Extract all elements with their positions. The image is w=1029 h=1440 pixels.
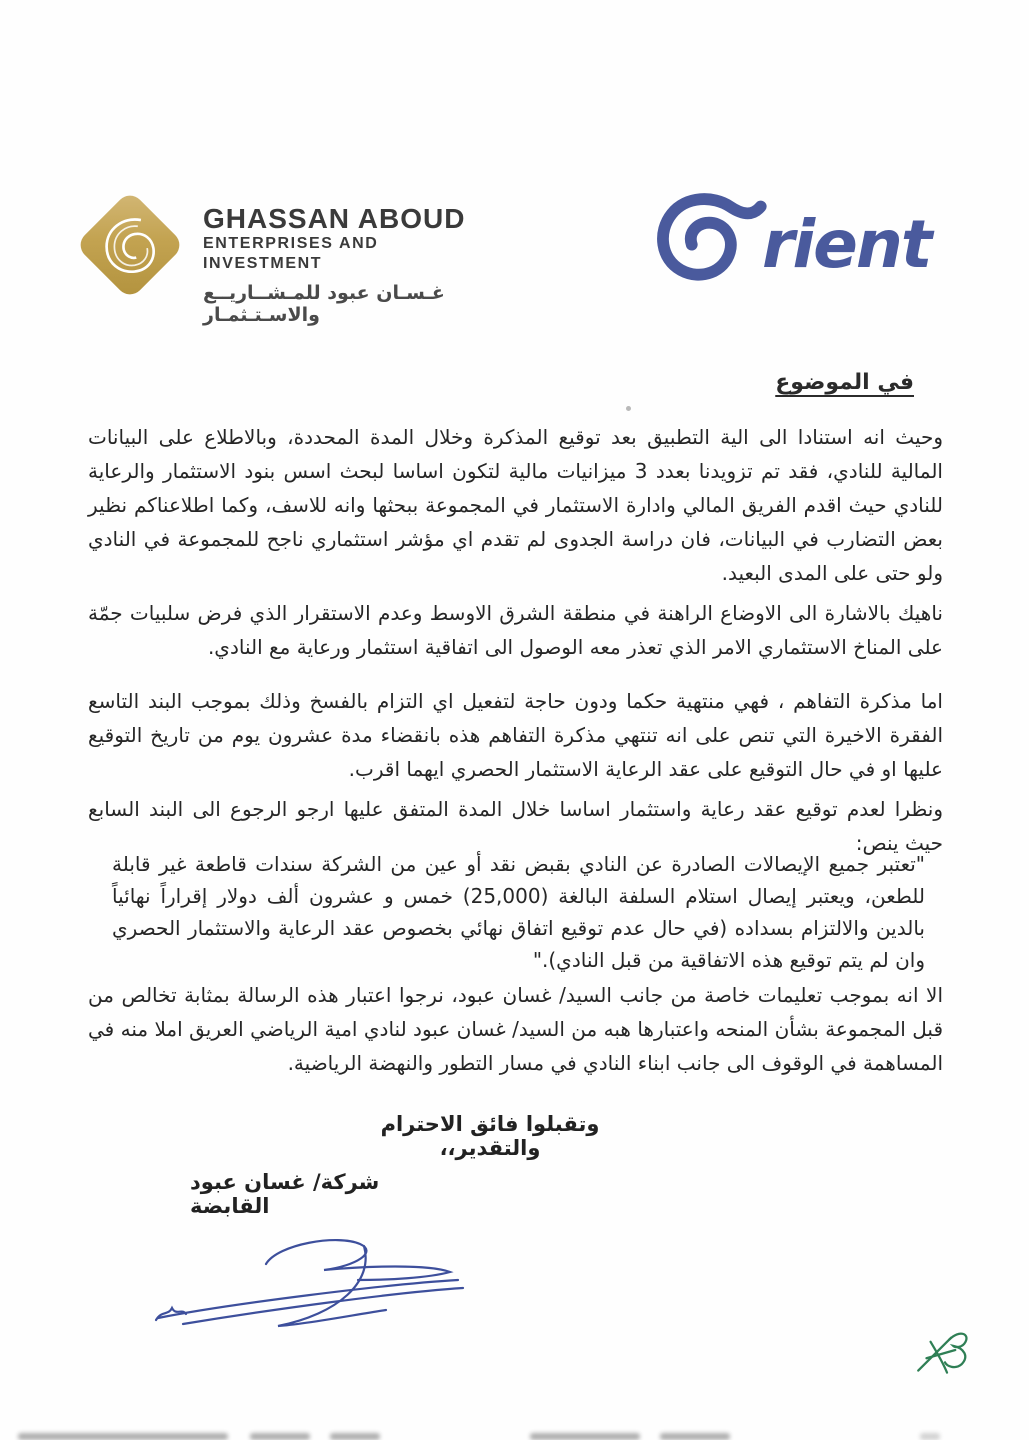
ghassan-diamond-logo-icon xyxy=(75,190,185,300)
scan-edge-artifact xyxy=(330,1433,380,1440)
scan-edge-artifact xyxy=(660,1433,730,1440)
scan-edge-artifact xyxy=(18,1433,228,1440)
orient-swirl-icon xyxy=(650,180,768,292)
scan-edge-artifact xyxy=(920,1433,940,1440)
letter-quote-clause: "تعتبر جميع الإيصالات الصادرة عن النادي بقبض نقد أو عين من الشركة سندات قاطعة غير قابلة للطعن، ويعتبر إيصال استلام السلفة البالغة (25,000) خمس و عشرون ألف دولار إقراراً نهائياً بالدين والالتزام بسداده (في حال عدم توقيع اتفاق نهائي بخصوص عقد الرعاية والاستثمار الحصري وان لم يتم توقيع هذه الاتفاقية من قبل النادي)." xyxy=(112,852,925,972)
ghassan-aboud-logo xyxy=(75,190,475,326)
signer-name: شركة/ غسان عبود القابضة xyxy=(190,1170,380,1218)
letter-paragraph-4: ونظرا لعدم توقيع عقد رعاية واستثمار اساسا خلال المدة المتفق عليها ارجو الرجوع الى البند السابع حيث ينص: xyxy=(88,797,943,855)
letter-paragraph-3: اما مذكرة التفاهم ، فهي منتهية حكما ودون حاجة لتفعيل اي التزام بالفسخ وذلك بموجب البند التاسع الفقرة الاخيرة التي تنص على انه تنتهي مذكرة التفاهم هذه بانقضاء مدة عشرون يوم من تاريخ التوقيع عليها او في حال التوقيع على عقد الرعاية الاستثمار الحصري ايهما اقرب. xyxy=(88,689,943,781)
letter-paragraph-1: وحيث انه استنادا الى الية التطبيق بعد توقيع المذكرة وخلال المدة المحددة، وبالاطلاع على البيانات المالية للنادي، فقد تم تزويدنا بعدد 3 ميزانيات مالية لتكون اساسا لبحث اسس بنود الاستثمار والرعاية للنادي حيث اقدم الفريق المالي وادارة الاستثمار في المجموعة ببحثها وانه للاسف، وكما اطلاعناكم نظير بعض التضارب في البيانات، فان دراسة الجدوى لم تقدم اي مؤشر استثماري ناجح للمجموعة في النادي ولو حتى على المدى البعيد. xyxy=(88,425,943,585)
ghassan-logo-name: GHASSAN ABOUD xyxy=(203,203,466,234)
ghassan-logo-text xyxy=(203,204,473,326)
signature-ink xyxy=(128,1222,483,1334)
scan-edge-artifact xyxy=(530,1433,640,1440)
scan-dot-artifact xyxy=(626,406,631,411)
green-initial-mark xyxy=(910,1318,982,1382)
g-maze-glyph xyxy=(91,206,169,284)
subject-heading: في الموضوع xyxy=(775,370,914,395)
ghassan-logo-subtitle: ENTERPRISES AND INVESTMENT xyxy=(203,235,379,272)
ghassan-logo-arabic: غـسـان عبود للمـشــاريــع والاسـتـثمـار xyxy=(203,282,445,326)
orient-logo xyxy=(650,172,980,292)
scan-edge-artifact xyxy=(250,1433,310,1440)
letter-paragraph-5: الا انه بموجب تعليمات خاصة من جانب السيد/ غسان عبود، نرجوا اعتبار هذه الرسالة بمثابة تخالص من قبل المجموعة بشأن المنحه واعتبارها هبه من السيد/ غسان عبود لنادي امية الرياضي العريق املا منه في المساهمة في الوقوف الى جانب ابناء النادي في مسار التطور والنهضة الرياضية. xyxy=(88,983,943,1075)
orient-wordmark: rient xyxy=(762,206,931,283)
letter-paragraph-2: ناهيك بالاشارة الى الاوضاع الراهنة في منطقة الشرق الاوسط وعدم الاستقرار الذي فرض سلبيات جمّة على المناخ الاستثماري الامر الذي تعذر معه الوصول الى اتفاقية استثمار ورعاية مع النادي. xyxy=(88,601,943,659)
closing-salutation: وتقبلوا فائق الاحترام والتقدير،، xyxy=(380,1112,600,1160)
